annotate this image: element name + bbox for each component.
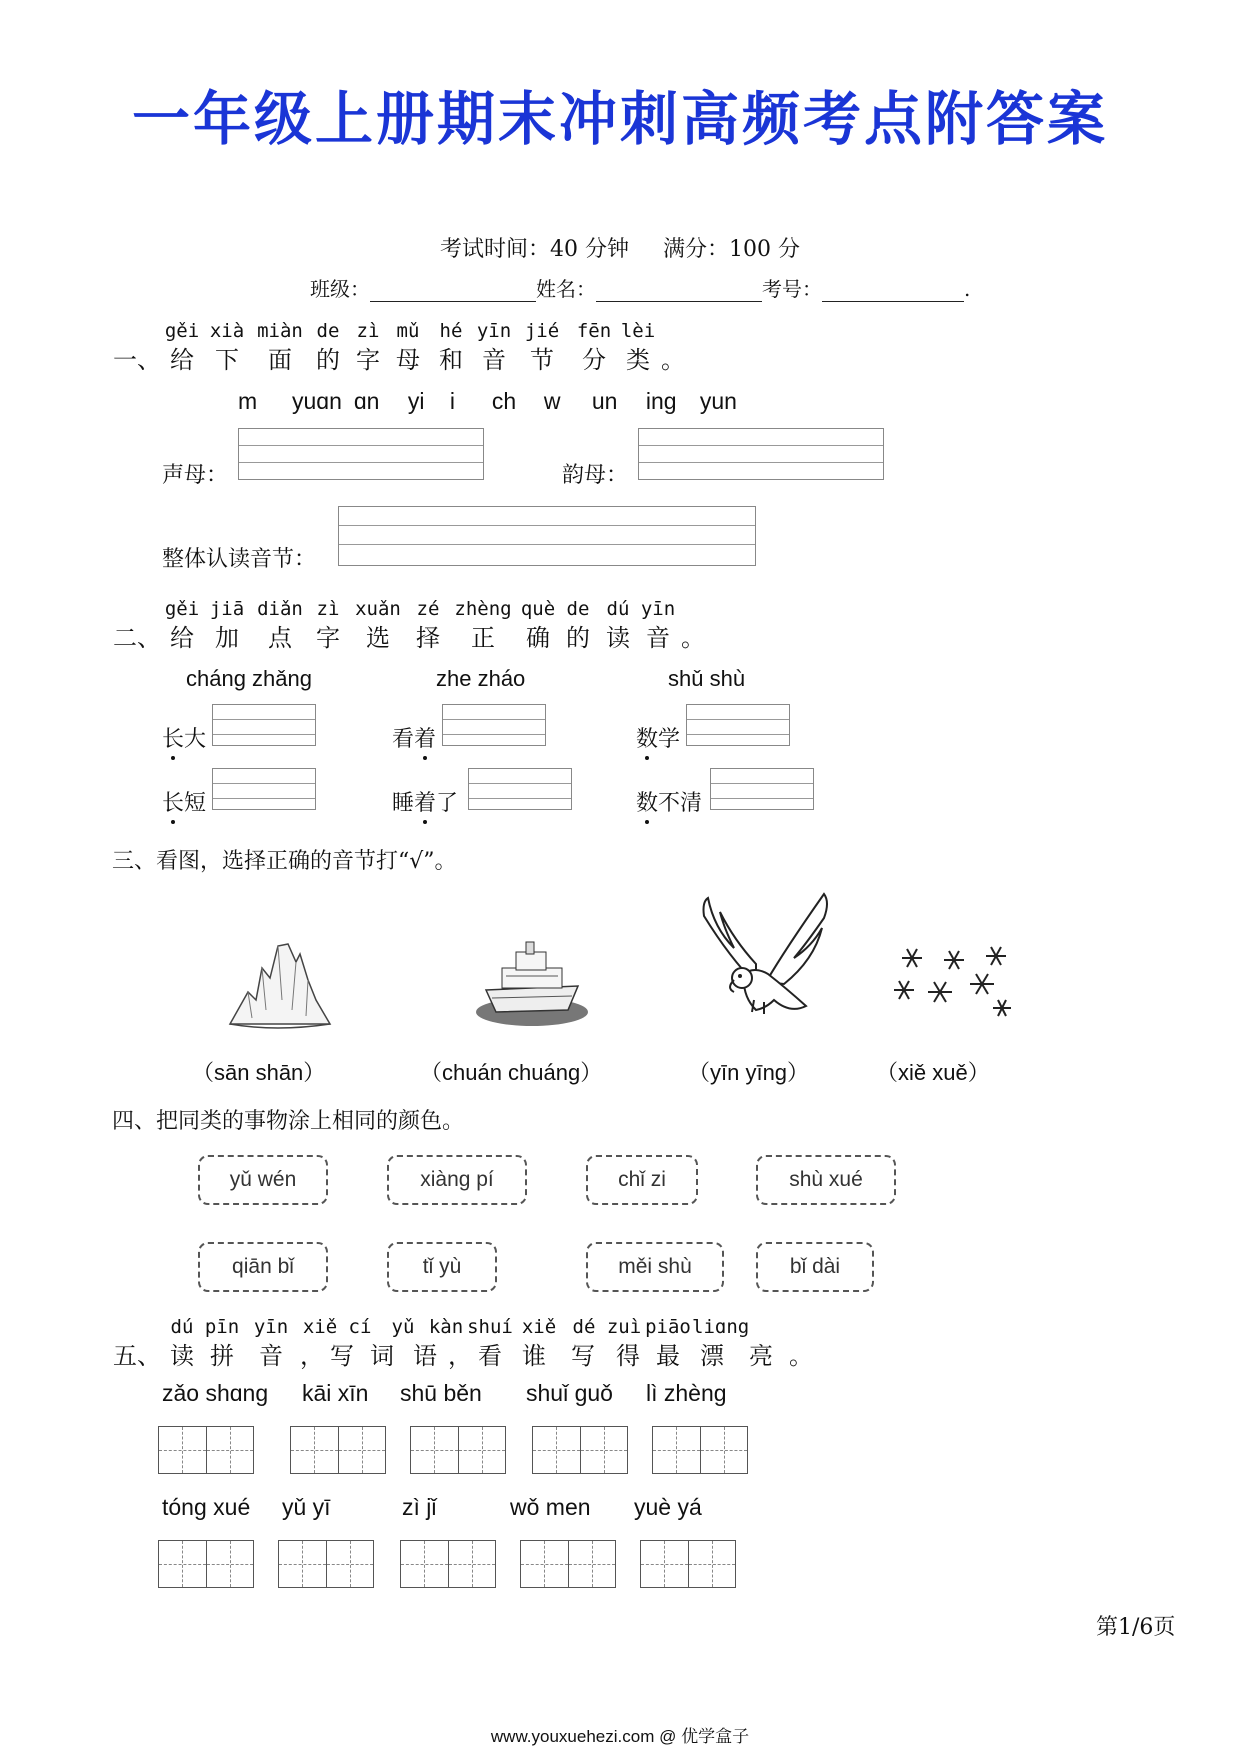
q5-word-pinyin: zì jǐ (402, 1494, 437, 1520)
q5-word-pinyin: shū běn (400, 1380, 482, 1406)
tag-tiyu[interactable]: tǐ yù (387, 1242, 497, 1292)
q1-pinyin-syllable: de (316, 320, 340, 342)
q2-pinyin-syllable: diǎn (257, 598, 303, 620)
q1-item: yi (407, 388, 425, 414)
tag-yuwen[interactable]: yǔ wén (198, 1155, 328, 1205)
tag-bidai[interactable]: bǐ dài (756, 1242, 874, 1292)
q2-word-part: 看 (392, 727, 415, 752)
q2-answer-lines[interactable] (710, 768, 814, 810)
q5-char: 拼 (210, 1342, 234, 1370)
q1-char: 和 (439, 346, 463, 374)
q1-pinyin (162, 320, 658, 342)
q5-char: 语 (413, 1342, 437, 1370)
q1-item: un (591, 388, 618, 414)
q1-items (238, 388, 752, 415)
q5-pinyin-syllable: shuí (467, 1316, 513, 1338)
tag-xiangpi[interactable]: xiàng pí (387, 1155, 527, 1205)
initials-label: 声母： (162, 463, 229, 488)
q5-writing-grid[interactable] (290, 1426, 386, 1474)
class-label: 班级： (310, 277, 370, 301)
q1-pinyin-syllable: gěi (164, 320, 200, 342)
q1-char: 音 (482, 346, 506, 374)
q1-char: 母 (396, 346, 420, 374)
q5-char: 看 (478, 1342, 502, 1370)
q1-item: yuɑn (292, 388, 342, 414)
id-label: 考号： (762, 277, 822, 301)
q2-option-shu: shǔ shù (668, 666, 746, 691)
mountain-icon (226, 940, 334, 1030)
q1-item: i (449, 388, 455, 414)
choice-mountain[interactable]: （sān shān） (192, 1060, 326, 1085)
q5-pinyin-syllable: xiě (521, 1316, 557, 1338)
q2-dotted-char: 着 (414, 791, 437, 816)
q2-word (392, 722, 436, 753)
q2-pinyin-syllable: de (566, 598, 590, 620)
q1-pinyin-syllable: miàn (257, 320, 303, 342)
q5-pinyin-syllable: yǔ (391, 1316, 415, 1338)
initials-writing-lines[interactable] (238, 428, 484, 480)
fields-end: . (964, 277, 971, 301)
tag-shuxue[interactable]: shù xué (756, 1155, 896, 1205)
q2-dotted-char: 着 (414, 727, 437, 752)
q2-char: 选 (366, 624, 390, 652)
q5-pinyin-syllable: dú (170, 1316, 194, 1338)
q2-dotted-char: 数 (636, 727, 659, 752)
q2-dotted-char: 长 (162, 791, 185, 816)
q3-heading: 三、看图，选择正确的音节打“√”。 (112, 849, 457, 874)
page-number: 第1/6页 (1096, 1615, 1176, 1640)
q2-char: 正 (471, 624, 495, 652)
q1-char: 。 (661, 346, 685, 374)
whole-syllable-writing-lines[interactable] (338, 506, 756, 566)
q2-char: 加 (215, 624, 239, 652)
q2-pinyin-syllable: jiā (209, 598, 245, 620)
q1-pinyin-syllable: jié (524, 320, 560, 342)
choice-eagle[interactable]: （yīn yīng） (688, 1060, 810, 1085)
q5-pinyin-syllable: xiě (302, 1316, 338, 1338)
exam-info (0, 232, 1240, 263)
q1-char: 面 (268, 346, 292, 374)
q5-char: 。 (789, 1342, 813, 1370)
choice-snow[interactable]: （xiě xuě） (876, 1060, 990, 1085)
exam-time: 考试时间：40 分钟 (440, 237, 629, 262)
q2-word (636, 722, 680, 753)
q1-item: ch (491, 388, 517, 414)
q2-answer-lines[interactable] (468, 768, 572, 810)
q5-pinyin-syllable: yīn (253, 1316, 289, 1338)
q5-char: ， (300, 1342, 324, 1370)
q2-word-part: 了 (436, 791, 459, 816)
q2-word-part: 短 (184, 791, 207, 816)
q5-char: 漂 (700, 1342, 724, 1370)
q2-answer-lines[interactable] (686, 704, 790, 746)
q5-writing-grid[interactable] (158, 1540, 254, 1588)
class-field[interactable] (370, 279, 536, 302)
name-field[interactable] (596, 279, 762, 302)
q5-pinyin-syllable: dé (572, 1316, 596, 1338)
q1-item: m (238, 388, 258, 414)
id-field[interactable] (822, 279, 964, 302)
q1-pinyin-syllable: lèi (620, 320, 656, 342)
q5-writing-grid[interactable] (410, 1426, 506, 1474)
q1-char: 类 (626, 346, 650, 374)
tag-meishu[interactable]: měi shù (586, 1242, 724, 1292)
q1-char: 分 (582, 346, 606, 374)
q5-word-pinyin: wǒ men (510, 1494, 591, 1520)
q1-item: ɑn (353, 388, 380, 414)
q2-pinyin-syllable: zé (416, 598, 440, 620)
q5-char: ， (448, 1342, 472, 1370)
eagle-icon (694, 888, 834, 1028)
q5-pinyin (162, 1316, 750, 1338)
q2-word-part: 大 (184, 727, 207, 752)
q1-item: ing (645, 388, 677, 414)
q5-word-pinyin: kāi xīn (302, 1380, 369, 1406)
q1-char: 下 (215, 346, 239, 374)
name-label: 姓名： (536, 277, 596, 301)
q5-writing-grid[interactable] (400, 1540, 496, 1588)
q2-pinyin-syllable: yīn (640, 598, 676, 620)
q1-char: 节 (530, 346, 554, 374)
q5-pinyin-syllable: kàn (428, 1316, 464, 1338)
q5-writing-grid[interactable] (158, 1426, 254, 1474)
q2-pinyin-syllable: què (520, 598, 556, 620)
q5-word-pinyin: zǎo shɑng (162, 1380, 269, 1406)
q5-char: 得 (616, 1342, 640, 1370)
snowflake-icon (890, 940, 1020, 1020)
q5-word-pinyin: tóng xué (162, 1494, 251, 1520)
q2-char: 给 (170, 624, 194, 652)
q2-char: 确 (526, 624, 550, 652)
q1-pinyin-syllable: yīn (476, 320, 512, 342)
tag-qianbi[interactable]: qiān bǐ (198, 1242, 328, 1292)
q1-item: yun (699, 388, 737, 414)
q2-word-part: 学 (658, 727, 681, 752)
exam-score: 满分：100 分 (663, 237, 800, 262)
footer: www.youxuehezi.com @ 优学盒子 (490, 1727, 750, 1746)
q5-word-pinyin: lì zhèng (646, 1380, 727, 1406)
finals-writing-lines[interactable] (638, 428, 884, 480)
q2-option-zhe: zhe zháo (436, 666, 526, 691)
q2-option-chang: cháng zhǎng (186, 666, 312, 691)
q1-pinyin-syllable: xià (209, 320, 245, 342)
q5-char: 音 (259, 1342, 283, 1370)
q2-char: 音 (646, 624, 670, 652)
q2-pinyin-syllable: xuǎn (355, 598, 401, 620)
q5-char: 谁 (522, 1342, 546, 1370)
ship-icon (472, 938, 592, 1030)
q5-char: 写 (571, 1342, 595, 1370)
q1-item: w (543, 388, 561, 414)
q2-pinyin-syllable: dú (606, 598, 630, 620)
q5-writing-grid[interactable] (640, 1540, 736, 1588)
q5-writing-grid[interactable] (278, 1540, 374, 1588)
q5-pinyin-syllable: liɑng (692, 1316, 750, 1338)
q2-word (636, 786, 702, 817)
q5-writing-grid[interactable] (520, 1540, 616, 1588)
q2-char: 。 (681, 624, 705, 652)
choice-ship[interactable]: （chuán chuáng） (420, 1060, 603, 1085)
q2-number: 二、 (113, 624, 161, 652)
q5-pinyin-syllable: zuì (606, 1316, 642, 1338)
q2-char: 读 (606, 624, 630, 652)
q2-pinyin (162, 598, 678, 620)
q1-char: 给 (170, 346, 194, 374)
q2-char: 点 (268, 624, 292, 652)
q5-pinyin-syllable: piāo (645, 1316, 691, 1338)
q5-char: 写 (330, 1342, 354, 1370)
q5-writing-grid[interactable] (532, 1426, 628, 1474)
q1-pinyin-syllable: hé (439, 320, 463, 342)
q5-number: 五、 (113, 1342, 161, 1370)
q2-char: 择 (416, 624, 440, 652)
q5-pinyin-syllable: cí (348, 1316, 372, 1338)
page-title: 一年级上册期末冲刺高频考点附答案 (131, 85, 1108, 153)
q2-pinyin-syllable: gěi (164, 598, 200, 620)
q4-heading: 四、把同类的事物涂上相同的颜色。 (112, 1109, 465, 1134)
whole-syllable-label: 整体认读音节： (162, 547, 317, 572)
student-fields (310, 273, 970, 302)
q2-word-part: 不清 (658, 791, 703, 816)
q2-pinyin-syllable: zì (316, 598, 340, 620)
finals-label: 韵母： (562, 463, 629, 488)
q5-char: 最 (656, 1342, 680, 1370)
q2-heading (112, 618, 708, 653)
q5-pinyin-syllable: pīn (204, 1316, 240, 1338)
q2-word (162, 722, 206, 753)
q5-char: 读 (170, 1342, 194, 1370)
q2-answer-lines[interactable] (442, 704, 546, 746)
q1-pinyin-syllable: mǔ (396, 320, 420, 342)
q5-char: 词 (370, 1342, 394, 1370)
q5-word-pinyin: yuè yá (634, 1494, 702, 1520)
q1-char: 字 (356, 346, 380, 374)
q2-char: 字 (316, 624, 340, 652)
q2-word-part: 睡 (392, 791, 415, 816)
q5-heading (112, 1336, 816, 1371)
q1-pinyin-syllable: fēn (576, 320, 612, 342)
q5-char: 亮 (749, 1342, 773, 1370)
q2-answer-lines[interactable] (212, 704, 316, 746)
q2-dotted-char: 长 (162, 727, 185, 752)
q5-word-pinyin: yǔ yī (282, 1494, 331, 1520)
tag-chizi[interactable]: chǐ zi (586, 1155, 698, 1205)
q1-heading (112, 340, 688, 375)
q1-number: 一、 (113, 346, 161, 374)
q2-pinyin-syllable: zhèng (454, 598, 512, 620)
q2-answer-lines[interactable] (212, 768, 316, 810)
q2-char: 的 (566, 624, 590, 652)
q5-writing-grid[interactable] (652, 1426, 748, 1474)
q2-dotted-char: 数 (636, 791, 659, 816)
q2-word (162, 786, 206, 817)
q1-char: 的 (316, 346, 340, 374)
q5-word-pinyin: shuǐ guǒ (526, 1380, 613, 1406)
q1-pinyin-syllable: zì (356, 320, 380, 342)
q2-word (392, 786, 458, 817)
